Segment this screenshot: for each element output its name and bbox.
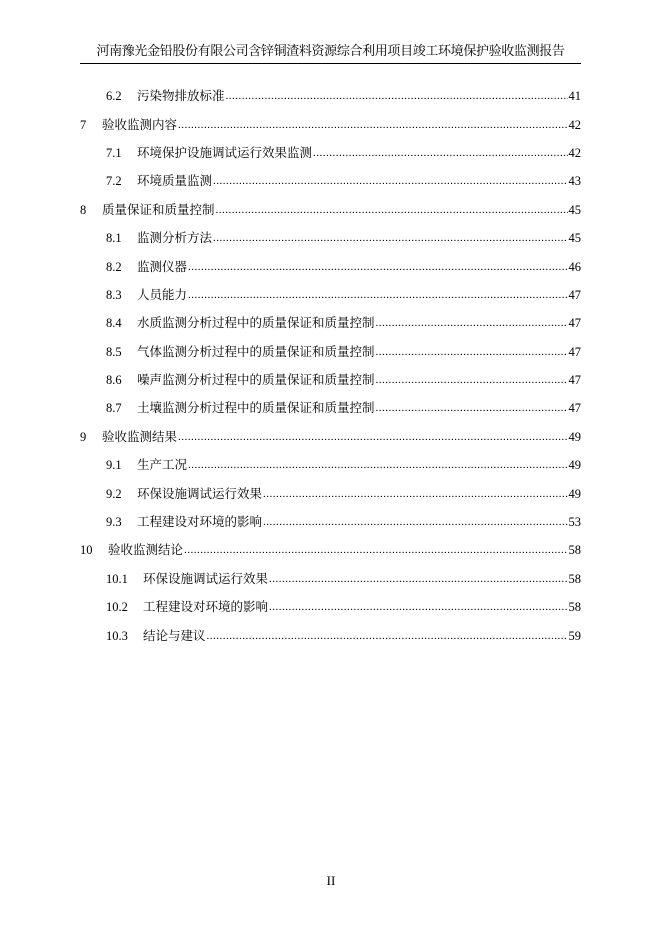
toc-entry-7-2[interactable]	[80, 167, 581, 195]
toc-entry-title: 水质监测分析过程中的质量保证和质量控制	[137, 315, 375, 331]
toc-dot-leader	[207, 628, 568, 644]
toc-entry-page: 47	[568, 344, 581, 359]
toc-dot-leader	[269, 599, 567, 615]
toc-entry-number: 9.1	[106, 458, 122, 473]
toc-entry-page: 53	[568, 515, 581, 530]
toc-entry-page: 42	[568, 145, 581, 160]
toc-dot-leader	[376, 315, 568, 331]
toc-entry-7[interactable]	[80, 110, 581, 138]
toc-entry-number: 7	[80, 117, 87, 132]
toc-entry-title: 生产工况	[137, 457, 188, 473]
toc-dot-leader	[188, 457, 567, 473]
toc-dot-leader	[216, 202, 568, 218]
page-header-title: 河南豫光金铅股份有限公司含锌铜渣料资源综合利用项目竣工环境保护验收监测报告	[96, 44, 565, 59]
toc-dot-leader	[178, 429, 567, 445]
toc-entry-page: 43	[568, 174, 581, 189]
toc-entry-title: 土壤监测分析过程中的质量保证和质量控制	[137, 400, 375, 416]
toc-entry-number: 8.2	[106, 259, 122, 274]
toc-entry-10-1[interactable]	[80, 565, 581, 593]
toc-dot-leader	[178, 117, 567, 133]
toc-entry-number: 10.3	[106, 628, 128, 643]
toc-entry-page: 47	[568, 401, 581, 416]
toc-entry-page: 58	[568, 543, 581, 558]
toc-entry-page: 49	[568, 458, 581, 473]
toc-dot-leader	[269, 571, 567, 587]
toc-entry-title: 人员能力	[137, 286, 188, 302]
toc-entry-9[interactable]	[80, 423, 581, 451]
toc-entry-title: 环保设施调试运行效果	[143, 570, 269, 586]
toc-dot-leader	[188, 259, 567, 275]
toc-entry-title: 验收监测结论	[108, 542, 184, 558]
toc-entry-page: 58	[568, 571, 581, 586]
toc-entry-number: 10	[80, 543, 93, 558]
toc-entry-number: 8.5	[106, 344, 122, 359]
toc-entry-title: 验收监测结果	[102, 428, 178, 444]
toc-entry-title: 验收监测内容	[102, 116, 178, 132]
toc-entry-title: 监测分析方法	[137, 230, 213, 246]
toc-entry-number: 8.7	[106, 401, 122, 416]
toc-entry-10[interactable]	[80, 536, 581, 564]
toc-entry-page: 49	[568, 486, 581, 501]
toc-entry-page: 46	[568, 259, 581, 274]
toc-entry-page: 45	[568, 202, 581, 217]
toc-entry-title: 环境保护设施调试运行效果监测	[137, 144, 313, 160]
toc-entry-page: 47	[568, 373, 581, 388]
toc-dot-leader	[213, 173, 567, 189]
toc-dot-leader	[263, 486, 567, 502]
toc-entry-title: 工程建设对环境的影响	[137, 514, 263, 530]
toc-entry-number: 7.2	[106, 174, 122, 189]
toc-dot-leader	[376, 372, 568, 388]
toc-entry-number: 8.1	[106, 231, 122, 246]
toc-entry-title: 污染物排放标准	[137, 88, 225, 104]
toc-dot-leader	[184, 542, 567, 558]
toc-entry-page: 47	[568, 316, 581, 331]
toc-entry-title: 监测仪器	[137, 258, 188, 274]
toc-entry-page: 58	[568, 600, 581, 615]
toc-entry-number: 8.4	[106, 316, 122, 331]
toc-entry-number: 6.2	[106, 89, 122, 104]
toc-entry-number: 8.6	[106, 373, 122, 388]
toc-entry-number: 10.1	[106, 571, 128, 586]
toc-entry-8-3[interactable]	[80, 281, 581, 309]
toc-entry-8-5[interactable]	[80, 338, 581, 366]
toc-dot-leader	[226, 88, 568, 104]
toc-entry-title: 结论与建议	[143, 627, 206, 643]
toc-entry-10-3[interactable]	[80, 621, 581, 649]
toc-entry-10-2[interactable]	[80, 593, 581, 621]
toc-entry-8[interactable]	[80, 196, 581, 224]
toc-entry-title: 噪声监测分析过程中的质量保证和质量控制	[137, 372, 375, 388]
toc-entry-number: 7.1	[106, 145, 122, 160]
page-number: II	[326, 873, 336, 888]
toc-entry-8-7[interactable]	[80, 394, 581, 422]
toc-entry-title: 工程建设对环境的影响	[143, 599, 269, 615]
toc-entry-title: 质量保证和质量控制	[102, 201, 215, 217]
toc-entry-number: 9.2	[106, 486, 122, 501]
toc-entry-number: 9.3	[106, 515, 122, 530]
toc-entry-number: 8	[80, 202, 87, 217]
toc-entry-8-6[interactable]	[80, 366, 581, 394]
toc-entry-page: 42	[568, 117, 581, 132]
toc-entry-page: 41	[568, 89, 581, 104]
toc-dot-leader	[188, 287, 567, 303]
toc-dot-leader	[263, 514, 567, 530]
toc-entry-number: 8.3	[106, 287, 122, 302]
toc-entry-page: 59	[568, 628, 581, 643]
toc-dot-leader	[376, 400, 568, 416]
toc-entry-7-1[interactable]	[80, 139, 581, 167]
toc-entry-number: 10.2	[106, 600, 128, 615]
toc-entry-page: 49	[568, 429, 581, 444]
toc-entry-8-4[interactable]	[80, 309, 581, 337]
toc-entry-9-3[interactable]	[80, 508, 581, 536]
toc-dot-leader	[213, 230, 567, 246]
table-of-contents	[80, 82, 581, 650]
toc-entry-8-2[interactable]	[80, 252, 581, 280]
toc-entry-9-2[interactable]	[80, 479, 581, 507]
toc-entry-6-2[interactable]	[80, 82, 581, 110]
header-divider	[80, 63, 581, 64]
toc-entry-8-1[interactable]	[80, 224, 581, 252]
toc-entry-title: 气体监测分析过程中的质量保证和质量控制	[137, 343, 375, 359]
toc-dot-leader	[376, 344, 568, 360]
toc-entry-number: 9	[80, 429, 87, 444]
toc-entry-page: 45	[568, 231, 581, 246]
toc-entry-title: 环境质量监测	[137, 173, 213, 189]
toc-entry-page: 47	[568, 287, 581, 302]
toc-entry-title: 环保设施调试运行效果	[137, 485, 263, 501]
toc-entry-9-1[interactable]	[80, 451, 581, 479]
toc-dot-leader	[313, 145, 567, 161]
